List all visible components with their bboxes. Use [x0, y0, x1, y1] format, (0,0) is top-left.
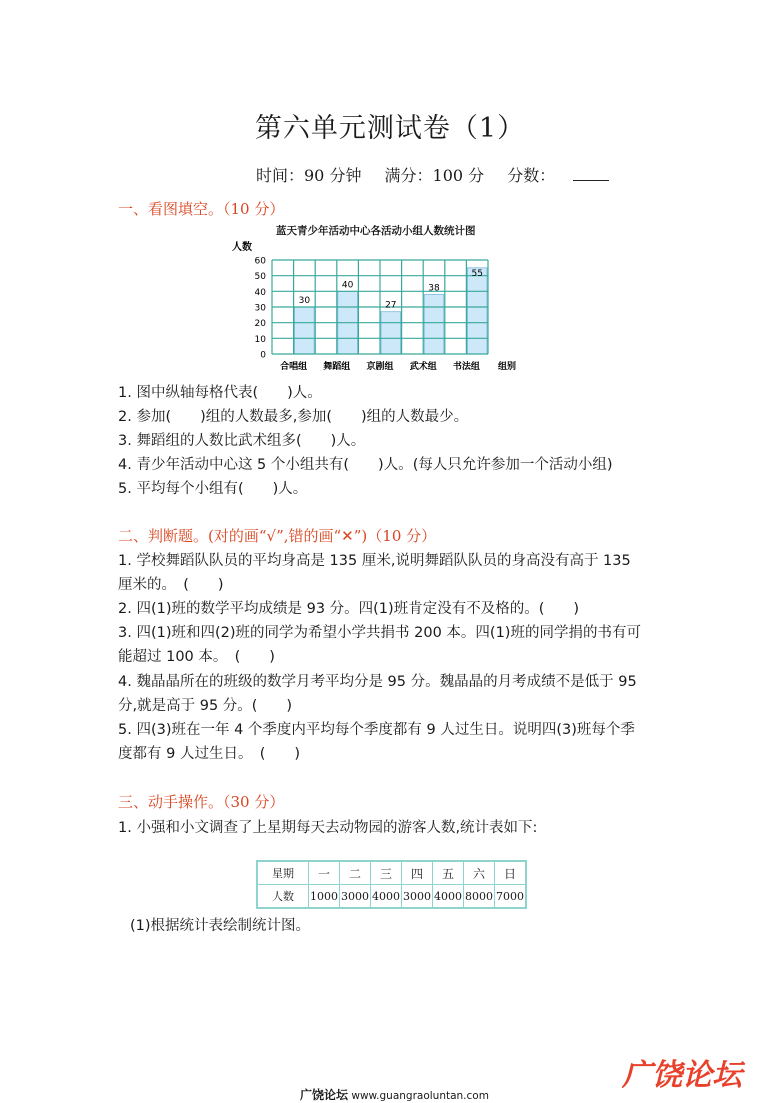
- table-cell-day: 四: [402, 861, 433, 885]
- s3-question-1: 1. 小强和小文调查了上星期每天去动物园的游客人数,统计表如下:: [118, 820, 538, 836]
- table-cell-count: 4000: [433, 885, 464, 909]
- s1-question-2: 2. 参加( )组的人数最多,参加( )组的人数最少。: [118, 409, 469, 425]
- bar-chart: [230, 238, 560, 378]
- exam-meta: [256, 163, 627, 186]
- x-tick-label: 武术组: [409, 362, 437, 372]
- y-axis-label: 人数: [232, 242, 252, 253]
- full-score-label: 满分：100 分: [384, 166, 485, 185]
- table-cell-count: 1000: [309, 885, 340, 909]
- bar: [467, 268, 487, 354]
- s1-question-4: 4. 青少年活动中心这 5 个小组共有( )人。(每人只允许参加一个活动小组): [118, 457, 613, 473]
- table-cell-day: 日: [495, 861, 527, 885]
- s1-question-3: 3. 舞蹈组的人数比武术组多( )人。: [118, 433, 366, 449]
- x-axis-label: 组别: [498, 362, 517, 372]
- y-tick-label: 40: [254, 287, 266, 298]
- y-tick-label: 10: [254, 334, 266, 345]
- table-row-days: [257, 861, 526, 885]
- s2-line-1: 1. 学校舞蹈队队员的平均身高是 135 厘米,说明舞蹈队队员的身高没有高于 135: [118, 553, 631, 569]
- y-tick-label: 50: [254, 272, 266, 283]
- watermark-text: 广饶论坛: [622, 1058, 742, 1093]
- visitor-table: [256, 860, 527, 909]
- s2-line-8: 5. 四(3)班在一年 4 个季度内平均每个季度都有 9 人过生日。说明四(3)班每个季: [118, 722, 635, 738]
- bar: [381, 312, 401, 354]
- page-title: 第六单元测试卷（1）: [254, 113, 526, 144]
- table-cell-day: 六: [464, 861, 495, 885]
- x-tick-label: 合唱组: [280, 362, 308, 372]
- data-label: 55: [471, 268, 483, 279]
- x-tick-label: 书法组: [452, 362, 480, 372]
- footer-site[interactable]: [300, 1086, 489, 1103]
- s1-question-5: 5. 平均每个小组有( )人。: [118, 481, 308, 497]
- y-tick-label: 0: [260, 350, 266, 361]
- table-cell-day: 三: [371, 861, 402, 885]
- s3-sub-question-1: (1)根据统计表绘制统计图。: [130, 918, 311, 934]
- table-cell-day: 五: [433, 861, 464, 885]
- data-label: 27: [385, 300, 397, 311]
- y-tick-label: 60: [254, 256, 266, 267]
- data-label: 38: [428, 283, 440, 294]
- x-tick-label: 京剧组: [366, 362, 394, 372]
- watermark-logo: [622, 1050, 742, 1094]
- data-label: 40: [341, 280, 354, 291]
- chart-title: 蓝天青少年活动中心各活动小组人数统计图: [276, 225, 476, 237]
- table-header-weekday: 星期: [257, 861, 309, 885]
- y-tick-label: 30: [254, 303, 266, 314]
- x-tick-label: 舞蹈组: [323, 362, 351, 372]
- table-cell-count: 8000: [464, 885, 495, 909]
- s2-line-4: 3. 四(1)班和四(2)班的同学为希望小学共捐书 200 本。四(1)班的同学捐的书有可: [118, 625, 641, 641]
- s1-question-1: 1. 图中纵轴每格代表( )人。: [118, 385, 322, 401]
- s2-line-5: 能超过 100 本。 ( ): [118, 649, 275, 665]
- time-label: 时间：90 分钟: [256, 166, 362, 185]
- table-header-count: 人数: [257, 885, 309, 909]
- y-tick-label: 20: [254, 319, 266, 330]
- s2-line-9: 度都有 9 人过生日。 ( ): [118, 746, 301, 762]
- s2-line-6: 4. 魏晶晶所在的班级的数学月考平均分是 95 分。魏晶晶的月考成绩不是低于 95: [118, 674, 637, 690]
- footer-site-url: www.guangraoluntan.com: [351, 1090, 489, 1102]
- table-row-counts: [257, 885, 526, 909]
- score-blank: [573, 166, 609, 181]
- table-cell-day: 一: [309, 861, 340, 885]
- table-cell-count: 3000: [340, 885, 371, 909]
- table-cell-count: 4000: [371, 885, 402, 909]
- s2-line-7: 分,就是高于 95 分。( ): [118, 698, 293, 714]
- section1-heading: 一、看图填空。（10 分）: [118, 200, 285, 218]
- s2-line-3: 2. 四(1)班的数学平均成绩是 93 分。四(1)班肯定没有不及格的。( ): [118, 601, 580, 617]
- bar: [295, 307, 315, 354]
- footer-site-name: 广饶论坛: [300, 1088, 349, 1102]
- score-label: 分数：: [507, 166, 556, 185]
- section3-heading: 三、动手操作。（30 分）: [118, 793, 285, 811]
- s2-line-2: 厘米的。 ( ): [118, 577, 224, 593]
- bar: [424, 294, 444, 354]
- data-label: 30: [298, 296, 311, 306]
- table-cell-count: 7000: [495, 885, 527, 909]
- table-cell-count: 3000: [402, 885, 433, 909]
- section2-heading: 二、判断题。(对的画“√”,错的画“✕”)（10 分）: [118, 527, 437, 545]
- table-cell-day: 二: [340, 861, 371, 885]
